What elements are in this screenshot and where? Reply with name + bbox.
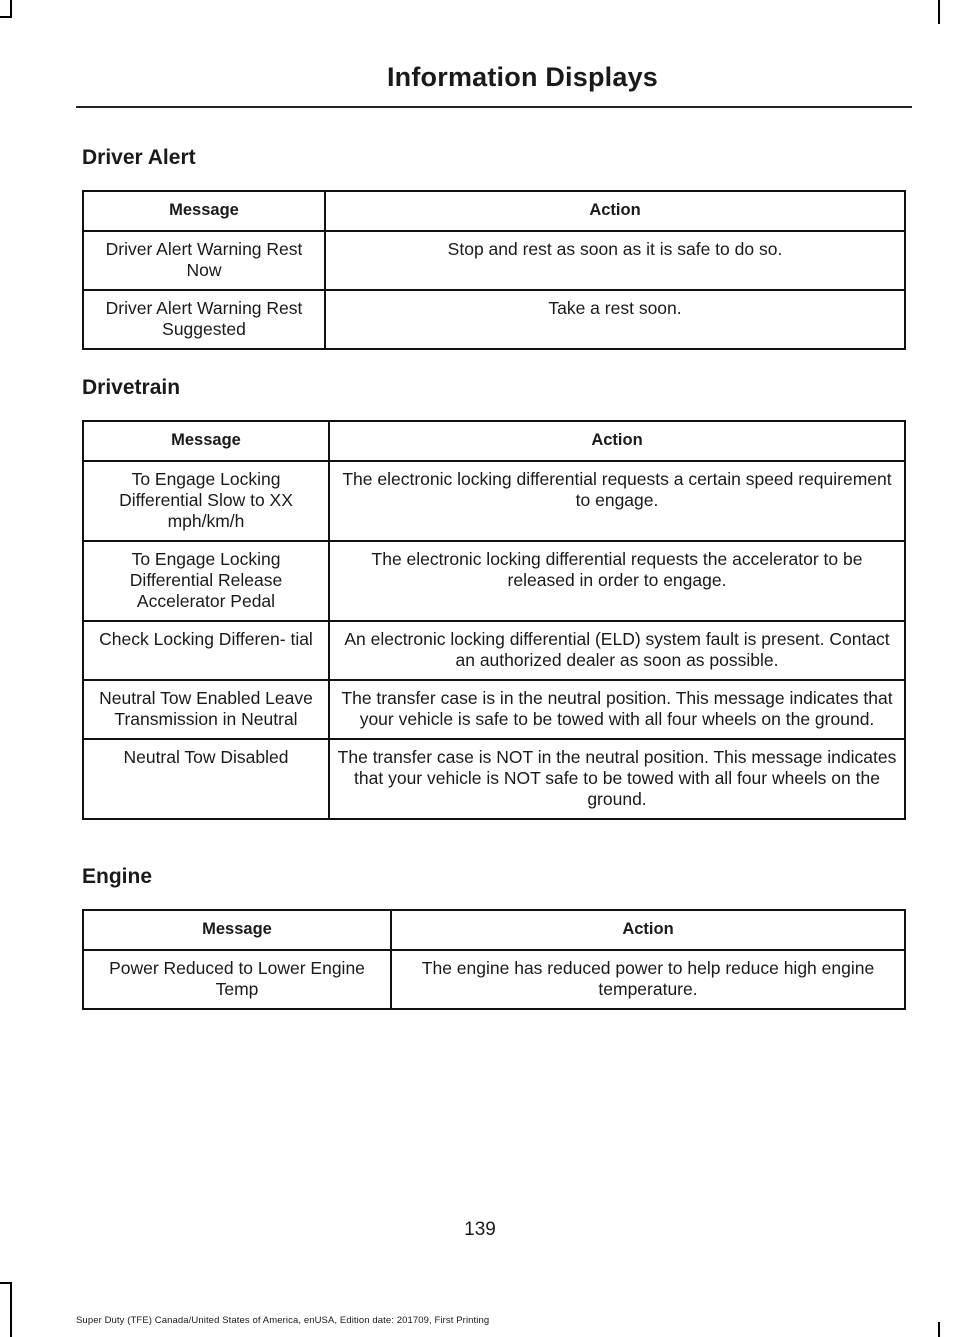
column-header-action: Action <box>325 191 905 231</box>
page-number: 139 <box>464 1219 496 1240</box>
table-header-row <box>83 191 905 231</box>
section-heading-engine: Engine <box>82 865 153 888</box>
table-row <box>83 680 905 739</box>
message-cell: Driver Alert Warning Rest Suggested <box>83 290 325 349</box>
table-row <box>83 290 905 349</box>
edition-footer: Super Duty (TFE) Canada/United States of America, enUSA, Edition date: 201709, First Printing <box>76 1315 490 1326</box>
action-cell: The electronic locking differential requests a certain speed requirement to engage. <box>329 461 905 541</box>
action-cell: The transfer case is NOT in the neutral position. This message indicates that your vehicle is NOT safe to be towed with all four wheels on the ground. <box>329 739 905 819</box>
page-title: Information Displays <box>386 62 658 92</box>
table-row <box>83 621 905 680</box>
table-row <box>83 461 905 541</box>
table-header-row <box>83 910 905 950</box>
table-row <box>83 231 905 290</box>
section-heading-driver-alert: Driver Alert <box>82 146 196 169</box>
column-header-message: Message <box>83 421 329 461</box>
message-cell: Neutral Tow Enabled Leave Transmission in Neutral <box>83 680 329 739</box>
crop-mark-top-left-h <box>0 16 12 18</box>
section-heading-drivetrain: Drivetrain <box>82 376 181 399</box>
message-cell: To Engage Locking Differential Release Accelerator Pedal <box>83 541 329 621</box>
column-header-action: Action <box>391 910 905 950</box>
crop-mark-bottom-right <box>938 1322 940 1337</box>
action-cell: Take a rest soon. <box>325 290 905 349</box>
table-row <box>83 739 905 819</box>
crop-mark-bottom-left <box>10 1282 12 1337</box>
action-cell: An electronic locking differential (ELD) system fault is present. Contact an authorized dealer as soon as possible. <box>329 621 905 680</box>
table-row <box>83 950 905 1009</box>
message-cell: Neutral Tow Disabled <box>83 739 329 819</box>
table-row <box>83 541 905 621</box>
column-header-message: Message <box>83 910 391 950</box>
message-cell: Check Locking Differen- tial <box>83 621 329 680</box>
driver-alert-table <box>82 190 906 350</box>
column-header-action: Action <box>329 421 905 461</box>
action-cell: Stop and rest as soon as it is safe to do so. <box>325 231 905 290</box>
header-divider <box>76 106 912 108</box>
message-cell: Power Reduced to Lower Engine Temp <box>83 950 391 1009</box>
engine-table <box>82 909 906 1010</box>
action-cell: The transfer case is in the neutral position. This message indicates that your vehicle is safe to be towed with all four wheels on the ground. <box>329 680 905 739</box>
action-cell: The engine has reduced power to help reduce high engine temperature. <box>391 950 905 1009</box>
crop-mark-top-right <box>938 0 940 24</box>
message-cell: To Engage Locking Differential Slow to XX mph/km/h <box>83 461 329 541</box>
crop-mark-bottom-left-h <box>0 1282 12 1284</box>
drivetrain-table <box>82 420 906 820</box>
column-header-message: Message <box>83 191 325 231</box>
action-cell: The electronic locking differential requests the accelerator to be released in order to engage. <box>329 541 905 621</box>
table-header-row <box>83 421 905 461</box>
message-cell: Driver Alert Warning Rest Now <box>83 231 325 290</box>
